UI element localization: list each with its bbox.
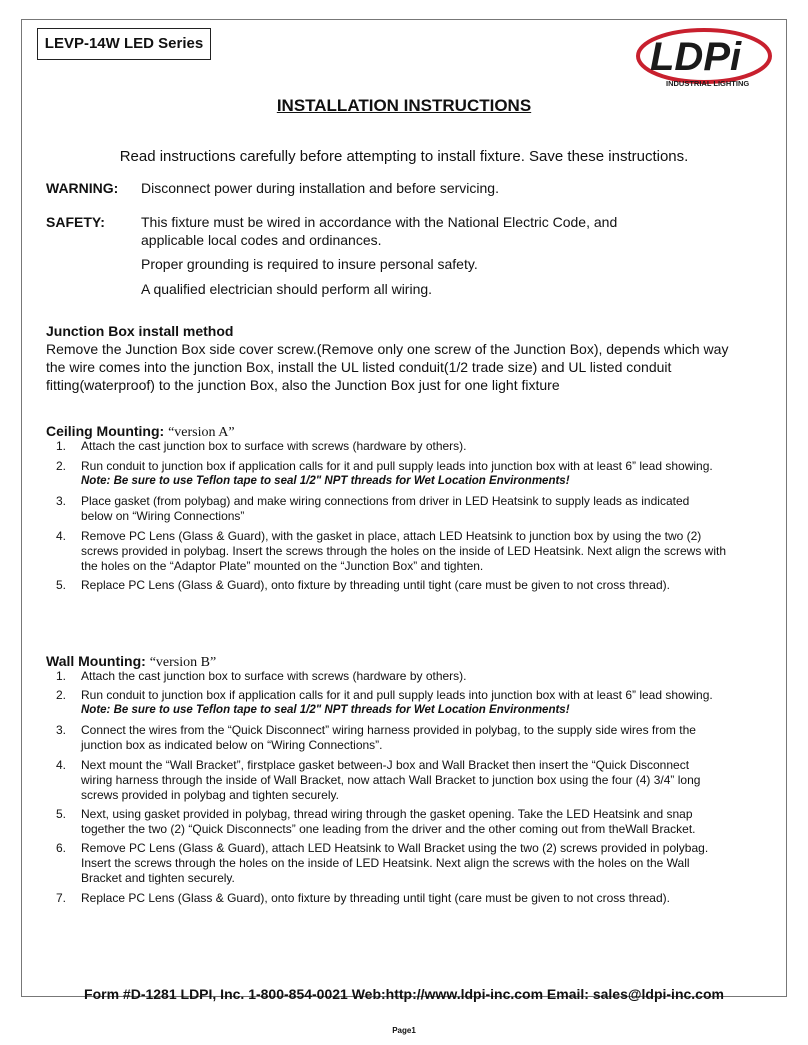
safety-line-1: This fixture must be wired in accordance with the National Electric Code, and	[141, 214, 618, 230]
ceiling-heading-text: Ceiling Mounting:	[46, 423, 165, 439]
page-title: INSTALLATION INSTRUCTIONS	[276, 96, 532, 115]
junction-line-1: Remove the Junction Box side cover screw.(Remove only one screw of the Junction Box), depends which way	[46, 341, 729, 357]
intro-text: Read instructions carefully before attempting to install fixture. Save these instructions.	[119, 148, 689, 165]
ceiling-note: Note: Be sure to use Teflon tape to seal 1/2" NPT threads for Wet Location Environments!	[81, 475, 570, 487]
safety-line-4: A qualified electrician should perform all wiring.	[141, 281, 433, 297]
ldpi-logo	[636, 26, 778, 92]
ceiling-version: “version A”	[168, 425, 235, 440]
warning-label: WARNING:	[46, 180, 119, 196]
wall-heading-text: Wall Mounting:	[46, 653, 146, 669]
junction-section	[46, 322, 786, 394]
safety-label: SAFETY:	[46, 214, 105, 230]
junction-heading: Junction Box install method	[46, 323, 234, 339]
junction-line-2: the wire comes into the junction Box, install the UL listed conduit(1/2 trade size) and UL listed conduit	[46, 359, 672, 375]
wall-version: “version B”	[149, 655, 217, 670]
warning-text: Disconnect power during installation and before servicing.	[141, 180, 499, 196]
series-label: LEVP-14W LED Series	[37, 28, 211, 60]
page-number: Page1	[392, 1026, 416, 1035]
footer-contact: Form #D-1281 LDPI, Inc. 1-800-854-0021 Web:http://www.ldpi-inc.com Email: sales@ldpi-inc.com	[84, 986, 724, 1002]
wall-note: Note: Be sure to use Teflon tape to seal 1/2" NPT threads for Wet Location Environments!	[81, 704, 570, 716]
safety-line-2: applicable local codes and ordinances.	[141, 232, 382, 248]
logo-subtext: INDUSTRIAL LIGHTING	[666, 79, 750, 88]
safety-line-3: Proper grounding is required to insure personal safety.	[141, 256, 478, 272]
junction-line-3: fitting(waterproof) to the junction Box, also the Junction Box just for one light fixture	[46, 377, 560, 393]
logo-wordmark: LDPi	[650, 35, 742, 79]
